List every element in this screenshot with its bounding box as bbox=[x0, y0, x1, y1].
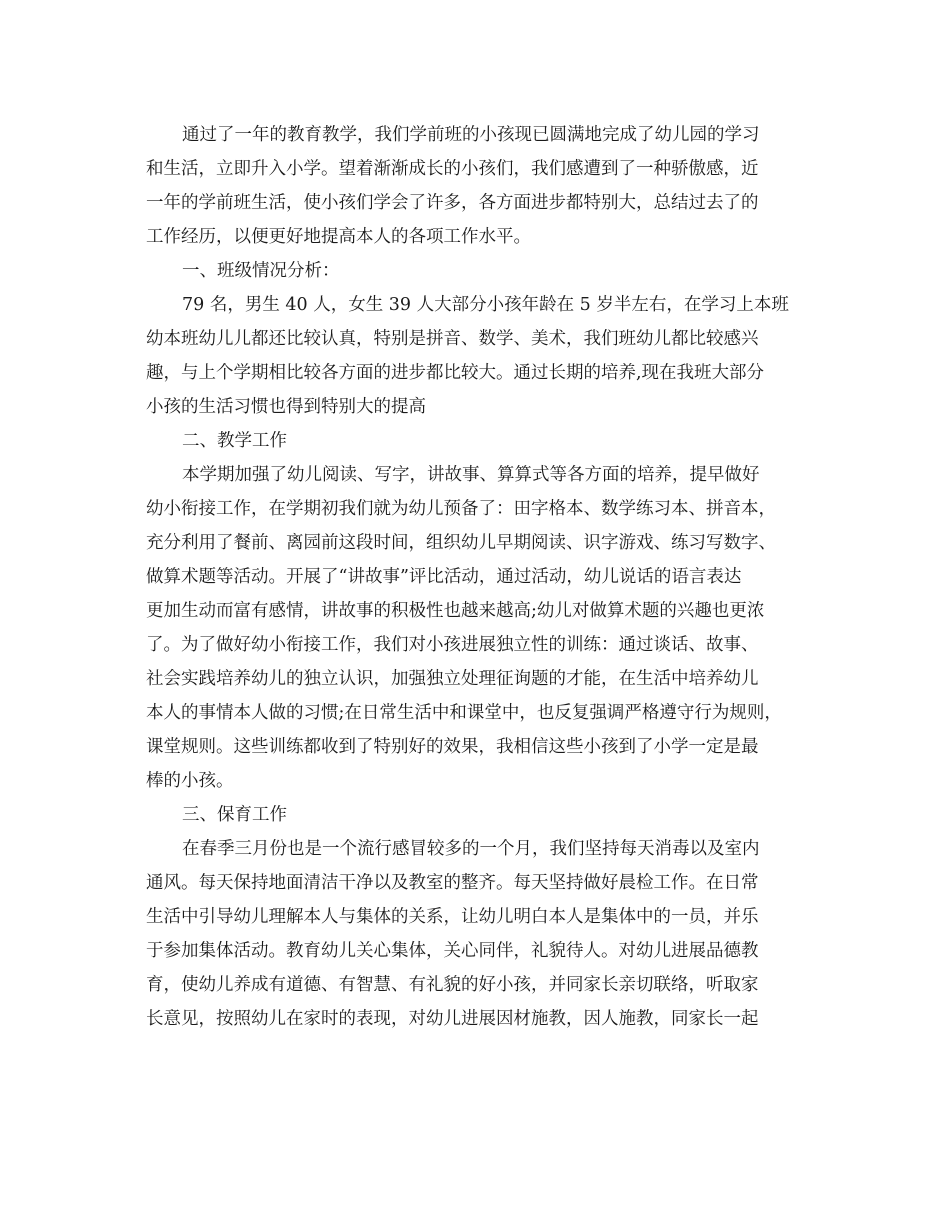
text-line: 做算术题等活动。开展了“讲故事”评比活动，通过活动，幼儿说话的语言表达 bbox=[146, 567, 742, 587]
class-analysis-paragraph bbox=[146, 288, 816, 424]
text-line: 在春季三月份也是一个流行感冒较多的一个月，我们坚持每天消毒以及室内 bbox=[182, 839, 760, 859]
document-body bbox=[146, 118, 816, 1036]
text-line: 社会实践培养幼儿的独立认识，加强独立处理征询题的才能，在生活中培养幼儿 bbox=[146, 669, 759, 689]
text-line: 充分利用了餐前、离园前这段时间，组织幼儿早期阅读、识字游戏、练习写数字、 bbox=[146, 533, 776, 553]
text-line: 本人的事情本人做的习惯;在日常生活中和课堂中，也反复强调严格遵守行为规则， bbox=[146, 703, 782, 723]
text-line: 幼小衔接工作，在学期初我们就为幼儿预备了：田字格本、数学练习本、拼音本， bbox=[146, 499, 776, 519]
text-line: 本学期加强了幼儿阅读、写字，讲故事、算算式等各方面的培养，提早做好 bbox=[182, 465, 760, 485]
text-line: 通风。每天保持地面清洁干净以及教室的整齐。每天坚持做好晨检工作。在日常 bbox=[146, 873, 759, 893]
text-line: 育，使幼儿养成有道德、有智慧、有礼貌的好小孩，并同家长亲切联络，听取家 bbox=[146, 975, 759, 995]
text-line: 生活中引导幼儿理解本人与集体的关系，让幼儿明白本人是集体中的一员，并乐 bbox=[146, 907, 759, 927]
text-line: 棒的小孩。 bbox=[146, 771, 234, 791]
section-heading-class-analysis bbox=[146, 254, 816, 288]
text-line: 工作经历，以便更好地提高本人的各项工作水平。 bbox=[146, 227, 531, 247]
text-line: 79 名，男生 40 人，女生 39 人大部分小孩年龄在 5 岁半左右，在学习上本班 bbox=[182, 295, 789, 315]
heading-text: 三、保育工作 bbox=[182, 805, 287, 825]
text-line: 小孩的生活习惯也得到特别大的提高 bbox=[146, 397, 426, 417]
heading-text: 二、教学工作 bbox=[182, 431, 287, 451]
text-line: 更加生动而富有感情，讲故事的积极性也越来越高;幼儿对做算术题的兴趣也更浓 bbox=[146, 601, 765, 621]
text-line: 和生活，立即升入小学。望着渐渐成长的小孩们，我们感遭到了一种骄傲感，近 bbox=[146, 159, 759, 179]
section-heading-care bbox=[146, 798, 816, 832]
text-line: 通过了一年的教育教学，我们学前班的小孩现已圆满地完成了幼儿园的学习 bbox=[182, 125, 760, 145]
care-paragraph bbox=[146, 832, 816, 1036]
heading-text: 一、班级情况分析： bbox=[182, 261, 340, 281]
text-line: 一年的学前班生活，使小孩们学会了许多，各方面进步都特别大，总结过去了的 bbox=[146, 193, 759, 213]
text-line: 了。为了做好幼小衔接工作，我们对小孩进展独立性的训练：通过谈话、故事、 bbox=[146, 635, 759, 655]
section-heading-teaching bbox=[146, 424, 816, 458]
teaching-paragraph bbox=[146, 458, 816, 798]
text-line: 幼本班幼儿儿都还比较认真，特别是拼音、数学、美术，我们班幼儿都比较感兴 bbox=[146, 329, 759, 349]
text-line: 课堂规则。这些训练都收到了特别好的效果，我相信这些小孩到了小学一定是最 bbox=[146, 737, 759, 757]
text-line: 趣，与上个学期相比较各方面的进步都比较大。通过长期的培养,现在我班大部分 bbox=[146, 363, 765, 383]
intro-paragraph bbox=[146, 118, 816, 254]
text-line: 长意见，按照幼儿在家时的表现，对幼儿进展因材施教，因人施教，同家长一起 bbox=[146, 1009, 759, 1029]
text-line: 于参加集体活动。教育幼儿关心集体，关心同伴，礼貌待人。对幼儿进展品德教 bbox=[146, 941, 759, 961]
